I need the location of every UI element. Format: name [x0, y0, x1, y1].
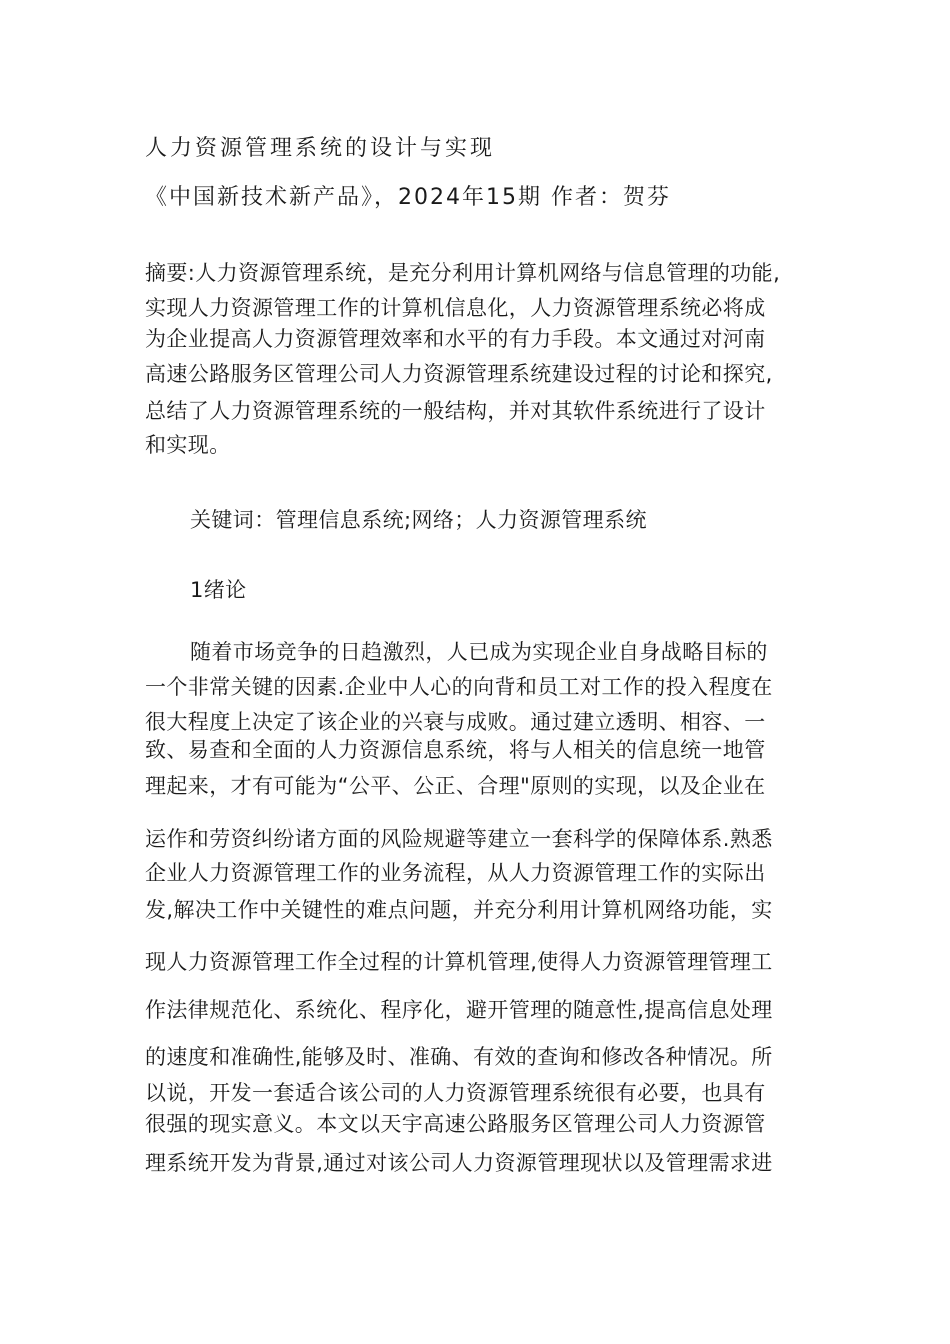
abstract-line: 为企业提高人力资源管理效率和水平的有力手段。本文通过对河南 [145, 327, 766, 351]
abstract-line: 总结了人力资源管理系统的一般结构，并对其软件系统进行了设计 [145, 399, 766, 423]
body-line: 随着市场竞争的日趋激烈，人已成为实现企业自身战略目标的 [190, 640, 768, 664]
body-line: 企业人力资源管理工作的业务流程，从人力资源管理工作的实际出 [145, 861, 766, 885]
body-line: 作法律规范化、系统化、程序化，避开管理的随意性,提高信息处理 [145, 998, 773, 1022]
abstract-line: 摘要:人力资源管理系统，是充分利用计算机网络与信息管理的功能, [145, 261, 781, 285]
section-heading: 1绪论 [190, 578, 247, 602]
body-line: 运作和劳资纠纷诸方面的风险规避等建立一套科学的保障体系.熟悉 [145, 827, 773, 851]
article-title: 人力资源管理系统的设计与实现 [145, 136, 496, 161]
abstract-line: 实现人力资源管理工作的计算机信息化，人力资源管理系统必将成 [145, 296, 766, 320]
abstract-line: 高速公路服务区管理公司人力资源管理系统建设过程的讨论和探究, [145, 362, 773, 386]
body-line: 一个非常关键的因素.企业中人心的向背和员工对工作的投入程度在 [145, 675, 773, 699]
body-line: 理起来，才有可能为“公平、公正、合理"原则的实现，以及企业在 [145, 774, 766, 798]
body-line: 很大程度上决定了该企业的兴衰与成败。通过建立透明、相容、一 [145, 710, 766, 734]
body-line: 的速度和准确性,能够及时、准确、有效的查询和修改各种情况。所 [145, 1045, 773, 1069]
keywords: 关键词：管理信息系统;网络；人力资源管理系统 [190, 508, 647, 532]
abstract-line: 和实现。 [145, 433, 231, 457]
body-line: 发,解决工作中关键性的难点问题，并充分利用计算机网络功能，实 [145, 898, 773, 922]
body-line: 致、易查和全面的人力资源信息系统，将与人相关的信息统一地管 [145, 738, 766, 762]
body-line: 理系统开发为背景,通过对该公司人力资源管理现状以及管理需求进 [145, 1151, 773, 1175]
body-line: 以说，开发一套适合该公司的人力资源管理系统很有必要，也具有 [145, 1081, 766, 1105]
body-line: 现人力资源管理工作全过程的计算机管理,使得人力资源管理管理工 [145, 950, 773, 974]
article-source: 《中国新技术新产品》，2024年15期 作者：贺芬 [145, 185, 671, 210]
body-line: 很强的现实意义。本文以天宇高速公路服务区管理公司人力资源管 [145, 1112, 766, 1136]
